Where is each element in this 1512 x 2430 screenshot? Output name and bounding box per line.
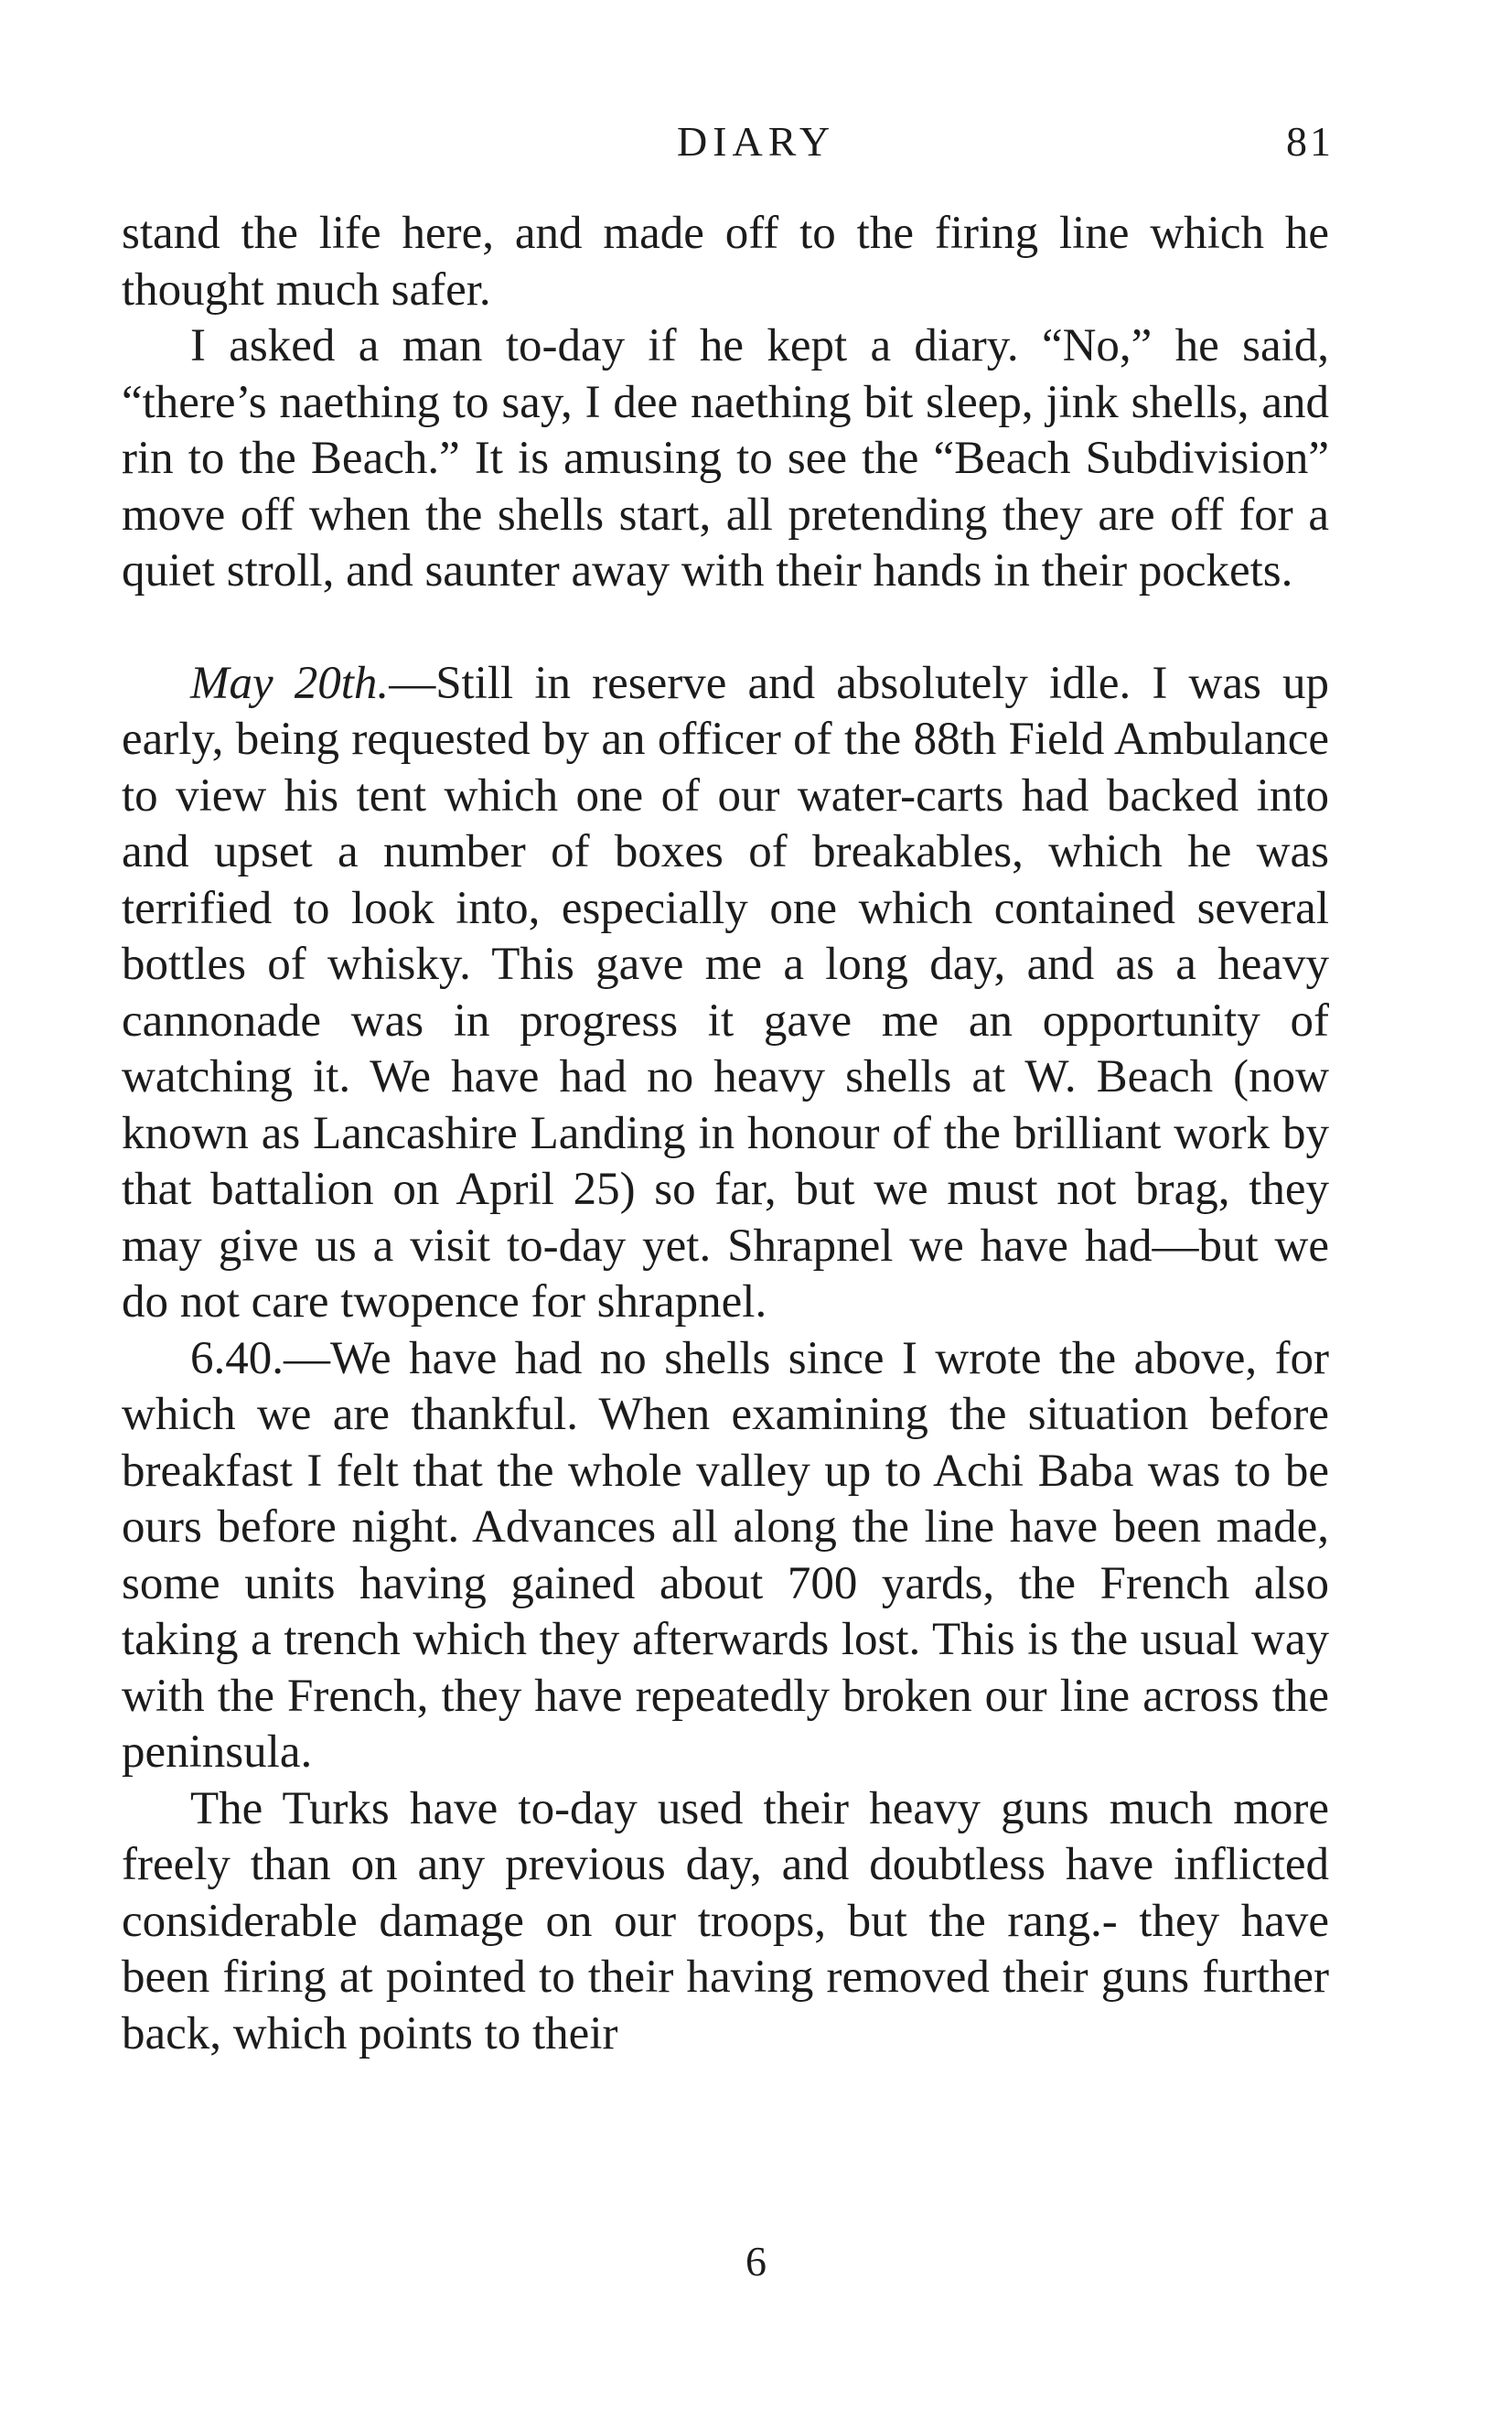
running-title: DIARY bbox=[676, 118, 836, 165]
paragraph-diary-question: I asked a man to-day if he kept a diary. “No,” he said, “there’s naething to say, I dee naething bit sleep, jink shells, and rin to the Beach.” It is amusing to see the “Beach Subdivision” move off when the shells start, all pretending they are off for a quiet stroll, and saunter away with their hands in their pockets. bbox=[122, 320, 1329, 597]
entry-date: May 20th. bbox=[190, 657, 390, 709]
running-head bbox=[0, 117, 1512, 172]
paragraph-continuation: stand the life here, and made off to the firing line which he thought much safer. bbox=[122, 208, 1329, 316]
entry-text: —Still in reserve and absolutely idle. I was up early, being requested by an officer of the 88th Field Ambulance to view his tent which one of our water-carts had backed into and upset a number of boxes of breakables, which he was terrified to look into, especially one which contained several bottles of whisky. This gave me a long day, and as a heavy cannonade was in progress it gave me an opportunity of watching it. We have had no heavy shells at W. Beach (now known as Lancashire Landing in honour of the brilliant work by that battalion on April 25) so far, but we must not brag, they may give us a visit to-day yet. Shrapnel we have had—but we do not care twopence for shrapnel. bbox=[122, 657, 1329, 1328]
paragraph-turks: The Turks have to-day used their heavy guns much more freely than on any previous day, and doubtless have inflicted considerable damage on our troops, but the rang.- they have been firing at pointed to their having removed their guns further back, which points to their bbox=[122, 1782, 1329, 2059]
paragraph-six-forty: 6.40.—We have had no shells since I wrote the above, for which we are thankful. When examining the situation before breakfast I felt that the whole valley up to Achi Baba was to be ours before night. Advances all along the line have been made, some units having gained about 700 yards, the French also taking a trench which they afterwards lost. This is the usual way with the French, they have repeatedly broken our line across the peninsula. bbox=[122, 1332, 1329, 1778]
signature-mark: 6 bbox=[745, 2238, 767, 2285]
page-number: 81 bbox=[1286, 118, 1334, 165]
paragraph-may-20th bbox=[122, 656, 1329, 1331]
body-text bbox=[122, 206, 1329, 2062]
